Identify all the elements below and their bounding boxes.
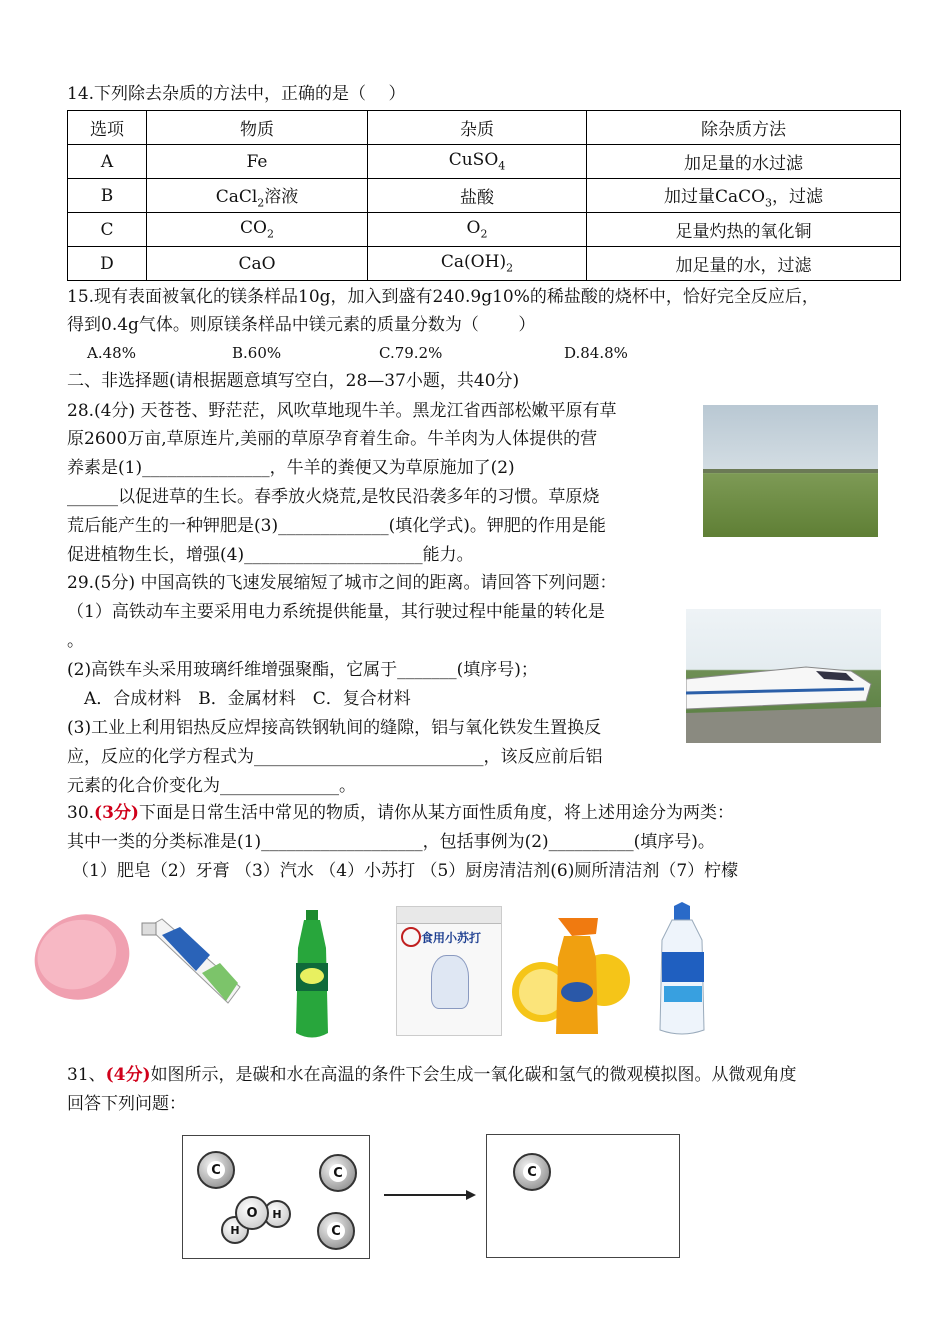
cell-substance: Fe: [147, 145, 368, 179]
q29-line: 应，反应的化学方程式为___________________________，该反应前后铝: [67, 747, 603, 767]
q29-line: A．合成材料 B．金属材料 C．复合材料: [67, 689, 411, 709]
q28-line: 荒后能产生的一种钾肥是(3)_____________(填化学式)。钾肥的作用是能: [67, 516, 606, 536]
carbon-atom: C: [317, 1212, 355, 1250]
cell-option: C: [68, 213, 147, 247]
q29-line: 元素的化合价变化为______________。: [67, 776, 356, 796]
q28-line: 28.(4分) 天苍苍、野茫茫，风吹草地现牛羊。黑龙江省西部松嫩平原有草: [67, 401, 617, 421]
q28-line: 养素是(1)_______________，牛羊的粪便又为草原施加了(2): [67, 458, 515, 478]
products-box: [486, 1134, 680, 1258]
soda-bottle-picture: [290, 908, 335, 1043]
cell-substance: $CO_2$: [147, 213, 368, 247]
cell-impurity: 盐酸: [368, 179, 587, 213]
reaction-arrow-icon: [382, 1188, 478, 1202]
q14-table: [67, 110, 901, 281]
table-row: [68, 145, 901, 179]
table-row: [68, 213, 901, 247]
q31-score: (4分): [105, 1065, 151, 1085]
train-illustration: [686, 609, 881, 743]
reactants-box: [182, 1135, 370, 1259]
cell-substance: CaO: [147, 247, 368, 281]
cell-option: D: [68, 247, 147, 281]
q29-line: 29.(5分) 中国高铁的飞速发展缩短了城市之间的距离。请回答下列问题：: [67, 573, 617, 593]
q14-stem: 14.下列除去杂质的方法中，正确的是（ ）: [67, 84, 406, 104]
cell-impurity: $Ca(OH)_2$: [368, 247, 587, 281]
q15-options: [87, 341, 628, 365]
q31-number: 31、: [67, 1065, 106, 1085]
q29-line: (3)工业上利用铝热反应焊接高铁钢轨间的缝隙，铝与氧化铁发生置换反: [67, 718, 602, 738]
cell-method: 加过量CaCO$_3$，过滤: [587, 179, 901, 213]
soap-picture: [30, 905, 135, 1005]
toothpaste-picture: [140, 915, 245, 1010]
header-impurity: 杂质: [368, 111, 587, 145]
q31-line2: 回答下列问题：: [67, 1094, 186, 1114]
cell-impurity: CuSO$_4$: [368, 145, 587, 179]
q30-line2: 其中一类的分类标准是(1)___________________，包括事例为(2)__________(填序号)。: [67, 832, 715, 852]
cell-method: 足量灼热的氧化铜: [587, 213, 901, 247]
section-heading: 二、非选择题(请根据题意填写空白，28—37小题，共40分): [67, 371, 520, 391]
q30-score: (3分): [94, 803, 139, 823]
cell-method: 加足量的水，过滤: [587, 247, 901, 281]
q31-line1: [67, 1063, 797, 1087]
hydrogen-atom: H: [221, 1216, 249, 1244]
cell-option: A: [68, 145, 147, 179]
q30-items: （1）肥皂（2）牙膏 （3）汽水 （4）小苏打 （5）厨房清洁剂(6)厕所清洁剂（7）柠檬: [72, 861, 739, 881]
q28-line: 原2600万亩,草原连片,美丽的草原孕育着生命。牛羊肉为人体提供的营: [67, 429, 598, 449]
q28-line: ______以促进草的生长。春季放火烧荒,是牧民沿袭多年的习惯。草原烧: [67, 487, 600, 507]
q30-line1: [67, 801, 734, 825]
q29-line: (2)高铁车头采用玻璃纤维增强聚酯，它属于_______(填序号)；: [67, 660, 538, 680]
baking-soda-label: 食用小苏打: [421, 931, 482, 945]
table-header-row: [68, 111, 901, 145]
kitchen-cleaner-picture: [512, 910, 632, 1040]
carbon-atom: C: [319, 1154, 357, 1192]
q29-line: 。: [67, 631, 84, 651]
q28-line: 促进植物生长，增强(4)_____________________能力。: [67, 545, 474, 565]
hydrogen-atom: H: [263, 1200, 291, 1228]
baking-soda-picture: [396, 906, 502, 1036]
high-speed-train-photo: [686, 609, 881, 743]
q15-option-b: B.60%: [232, 344, 282, 362]
carbon-atom: C: [513, 1153, 551, 1191]
q30-line1-text: 下面是日常生活中常见的物质，请你从某方面性质角度，将上述用途分为两类：: [138, 803, 734, 823]
q15-line2: 得到0.4g气体。则原镁条样品中镁元素的质量分数为（ ）: [67, 315, 536, 335]
toilet-cleaner-picture: [652, 900, 712, 1040]
q30-number: 30.: [67, 803, 95, 823]
table-row: [68, 247, 901, 281]
cell-substance: CaCl$_2$溶液: [147, 179, 368, 213]
q15-line1: 15.现有表面被氧化的镁条样品10g，加入到盛有240.9g10%的稀盐酸的烧杯中，恰好完全反应后，: [67, 287, 819, 307]
cell-method: 加足量的水过滤: [587, 145, 901, 179]
q29-line: （1）高铁动车主要采用电力系统提供能量，其行驶过程中能量的转化是: [67, 602, 605, 622]
q15-option-a: A.48%: [87, 344, 136, 362]
table-row: [68, 179, 901, 213]
header-substance: 物质: [147, 111, 368, 145]
header-option: 选项: [68, 111, 147, 145]
grassland-photo: [703, 405, 878, 537]
cell-option: B: [68, 179, 147, 213]
oxygen-atom: O: [235, 1196, 269, 1230]
header-method: 除杂质方法: [587, 111, 901, 145]
q31-line1-text: 如图所示，是碳和水在高温的条件下会生成一氧化碳和氢气的微观模拟图。从微观角度: [150, 1065, 797, 1085]
carbon-atom: C: [197, 1151, 235, 1189]
q15-option-c: C.79.2%: [379, 344, 443, 362]
q15-option-d: D.84.8%: [564, 344, 628, 362]
cell-impurity: $O_2$: [368, 213, 587, 247]
